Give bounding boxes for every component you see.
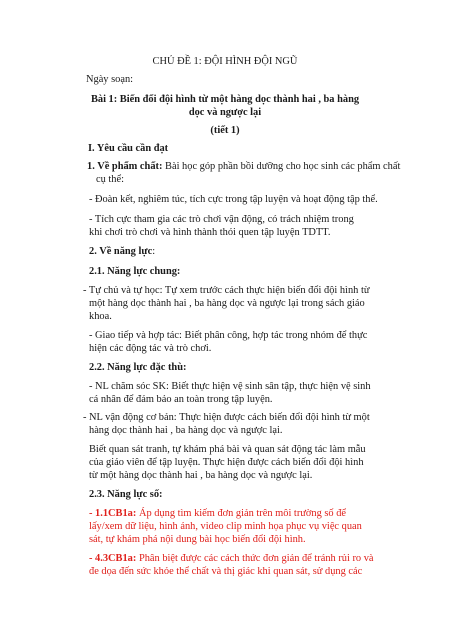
section-heading: I. Yêu cầu cần đạt — [88, 143, 169, 154]
digital-item1-code: - 1.1CB1a: — [89, 508, 137, 519]
specific-competence-heading: 2.2. Năng lực đặc thù: — [89, 362, 187, 373]
digital-item1-line1 — [89, 507, 346, 520]
digital-item1-line2: lấy/xem dữ liệu, hình ảnh, video clip minh họa phục vụ việc quan — [89, 521, 362, 532]
lesson-title-line2: dọc và ngược lại — [188, 107, 262, 118]
period-label: (tiết 1) — [210, 125, 240, 136]
topic-title: CHỦ ĐỀ 1: ĐỘI HÌNH ĐỘI NGŨ — [152, 56, 298, 67]
specific-item3-line1: Biết quan sát tranh, tự khám phá bài và quan sát động tác làm mẫu — [89, 444, 366, 455]
specific-item3-line3: từ một hàng dọc thành hai , ba hàng dọc và ngược lại. — [89, 470, 313, 481]
digital-item2-text: Phân biệt được các cách thức đơn giản để tránh rủi ro và — [136, 553, 374, 564]
digital-item2-code: - 4.3CB1a: — [89, 553, 137, 564]
qualities-item2-line1: - Tích cực tham gia các trò chơi vận động, có trách nhiệm trong — [89, 214, 354, 225]
general-item1-line1: - Tự chủ và tự học: Tự xem trước cách thực hiện biến đổi đội hình từ — [83, 285, 370, 296]
qualities-item1: - Đoàn kết, nghiêm túc, tích cực trong tập luyện và hoạt động tập thể. — [89, 194, 378, 205]
lesson-title-line1: Bài 1: Biến đổi đội hình từ một hàng dọc thành hai , ba hàng — [90, 94, 360, 105]
qualities-label: 1. Về phẩm chất: — [87, 161, 163, 172]
competence-heading — [89, 245, 155, 258]
digital-item2-line1 — [89, 552, 374, 565]
general-item2-line1: - Giao tiếp và hợp tác: Biết phân công, hợp tác trong nhóm để thực — [89, 330, 368, 341]
general-item1-line2: một hàng dọc thành hai , ba hàng dọc và ngược lại trong sách giáo — [89, 298, 365, 309]
competence-heading-text: 2. Về năng lực — [89, 246, 153, 257]
competence-heading-colon: : — [152, 246, 156, 257]
digital-competence-heading: 2.3. Năng lực số: — [89, 489, 163, 500]
digital-item1-line3: sát, tự khám phá nội dung bài học biến đổi đội hình. — [89, 534, 306, 545]
date-label: Ngày soạn: — [86, 74, 134, 85]
specific-item2-line2: hàng dọc thành hai , ba hàng dọc và ngược lại. — [89, 425, 283, 436]
qualities-line1 — [87, 160, 400, 173]
qualities-text: Bài học góp phần bồi dưỡng cho học sinh các phẩm chất — [162, 161, 401, 172]
digital-item1-text: Áp dụng tìm kiếm đơn giản trên môi trường số để — [136, 508, 347, 519]
qualities-item2-line2: khi chơi trò chơi và hình thành thói quen tập luyện TDTT. — [89, 227, 331, 238]
specific-item1-line1: - NL chăm sóc SK: Biết thực hiện vệ sinh sân tập, thực hiện vệ sinh — [89, 381, 371, 392]
qualities-line2: cụ thể: — [96, 174, 124, 185]
specific-item3-line2: của giáo viên để tập luyện. Thực hiện được cách biến đổi đội hình — [89, 457, 364, 468]
general-competence-heading: 2.1. Năng lực chung: — [89, 266, 181, 277]
general-item1-line3: khoa. — [89, 311, 112, 322]
specific-item2-line1: - NL vận động cơ bản: Thực hiện được cách biến đổi đội hình từ một — [83, 412, 370, 423]
general-item2-line2: hiện các động tác và trò chơi. — [89, 343, 212, 354]
specific-item1-line2: cá nhân để đảm bảo an toàn trong tập luyện. — [89, 394, 273, 405]
digital-item2-line2: đe dọa đến sức khỏe thể chất và thị giác khi quan sát, sử dụng các — [89, 566, 363, 577]
